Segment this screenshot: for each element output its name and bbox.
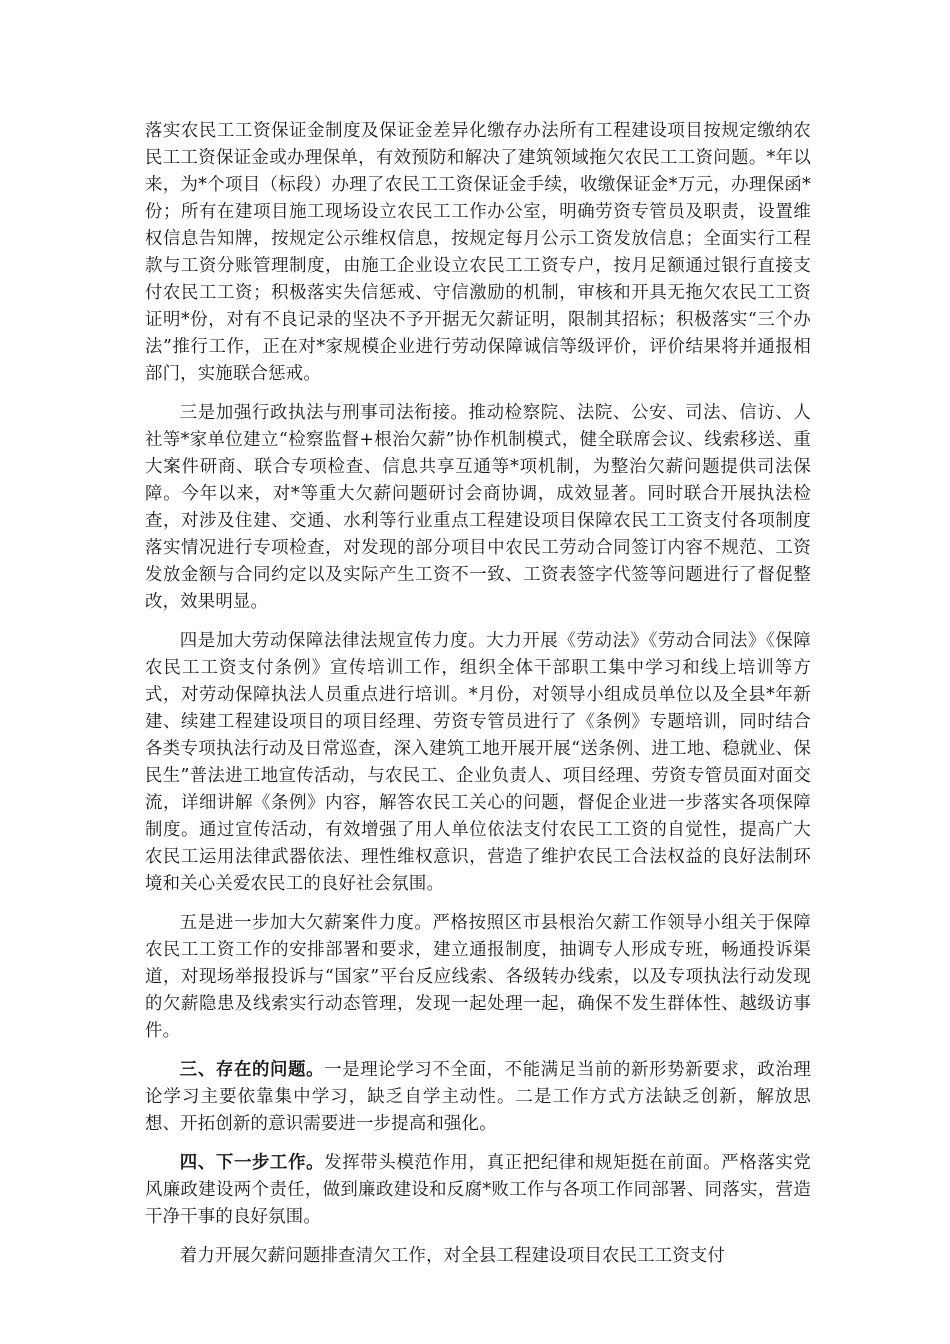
paragraph-law-enforcement-linkage — [145, 400, 811, 616]
paragraph-text: 发挥带头模范作用，真正把纪律和规矩挺在前面。严格落实党风廉政建设两个责任，做到廉政建设和反腐*败工作与各项工作同部署、同落实，营造干净干事的良好氛围。 — [145, 1153, 812, 1227]
section-heading: 四、下一步工作。 — [179, 1153, 325, 1173]
paragraph-text: 落实农民工工资保证金制度及保证金差异化缴存办法所有工程建设项目按规定缴纳农民工工资保证金或办理保单，有效预防和解决了建筑领域拖欠农民工工资问题。*年以来，为*个项目（标段）办理了农民工工资保证金手续，收缴保证金*万元，办理保函*份；所有在建项目施工现场设立农民工工作办公室，明确劳资专管员及职责，设置维权信息告知牌，按规定公示维权信息，按规定每月公示工资发放信息；全面实行工程款与工资分账管理制度，由施工企业设立农民工工资专户，按月足额通过银行直接支付农民工工资；积极落实失信惩戒、守信激励的机制，审核和开具无拖欠农民工工资证明*份，对有不良记录的坚决不予开据无欠薪证明，限制其招标；积极落实“三个办法”推行工作，正在对*家规模企业进行劳动保障诚信等级评价，评价结果将并通报相部门，实施联合惩戒。 — [145, 121, 811, 384]
paragraph-text: 四是加大劳动保障法律法规宣传力度。大力开展《劳动法》《劳动合同法》《保障农民工工资支付条例》宣传培训工作，组织全体干部职工集中学习和线上培训等方式，对劳动保障执法人员重点进行培训。*月份，对领导小组成员单位以及全县*年新建、续建工程建设项目的项目经理、劳资专管员进行了《条例》专题培训，同时结合各类专项执法行动及日常巡查，深入建筑工地开展开展“送条例、进工地、稳就业、保民生”普法进工地宣传活动，与农民工、企业负责人、项目经理、劳资专管员面对面交流，详细讲解《条例》内容，解答农民工关心的问题，督促企业进一步落实各项保障制度。通过宣传活动，有效增强了用人单位依法支付农民工工资的自觉性，提高广大农民工运用法律武器依法、理性维权意识，营造了维护农民工合法权益的良好法制环境和关心关爱农民工的良好社会氛围。 — [145, 631, 811, 894]
section-heading: 三、存在的问题。 — [179, 1060, 325, 1080]
paragraph-text: 着力开展欠薪问题排查清欠工作，对全县工程建设项目农民工工资支付 — [179, 1246, 726, 1266]
paragraph-guarantee-deposit — [145, 118, 811, 388]
paragraph-existing-problems — [145, 1057, 811, 1138]
paragraph-arrears-investigation — [145, 1243, 811, 1270]
paragraph-wage-arrears-cases — [145, 910, 811, 1045]
paragraph-text: 一是理论学习不全面，不能满足当前的新形势新要求，政治理论学习主要依靠集中学习，缺乏自学主动性。二是工作方式方法缺乏创新，解放思想、开拓创新的意识需要进一步提高和强化。 — [145, 1060, 812, 1134]
paragraph-text: 五是进一步加大欠薪案件力度。严格按照区市县根治欠薪工作领导小组关于保障农民工工资工作的安排部署和要求，建立通报制度，抽调专人形成专班，畅通投诉渠道，对现场举报投诉与“国家”平台反应线索、各级转办线索，以及专项执法行动发现的欠薪隐患及线索实行动态管理，发现一起处理一起，确保不发生群体性、越级访事件。 — [145, 913, 811, 1041]
paragraph-next-steps — [145, 1150, 811, 1231]
document-body — [145, 118, 811, 1282]
paragraph-legal-publicity — [145, 628, 811, 898]
paragraph-text: 三是加强行政执法与刑事司法衔接。推动检察院、法院、公安、司法、信访、人社等*家单位建立“检察监督+根治欠薪”协作机制模式，健全联席会议、线索移送、重大案件研商、联合专项检查、信息共享互通等*项机制，为整治欠薪问题提供司法保障。今年以来，对*等重大欠薪问题研讨会商协调，成效显著。同时联合开展执法检查，对涉及住建、交通、水利等行业重点工程建设项目保障农民工工资支付各项制度落实情况进行专项检查，对发现的部分项目中农民工劳动合同签订内容不规范、工资发放金额与合同约定以及实际产生工资不一致、工资表签字代签等问题进行了督促整改，效果明显。 — [145, 403, 811, 612]
